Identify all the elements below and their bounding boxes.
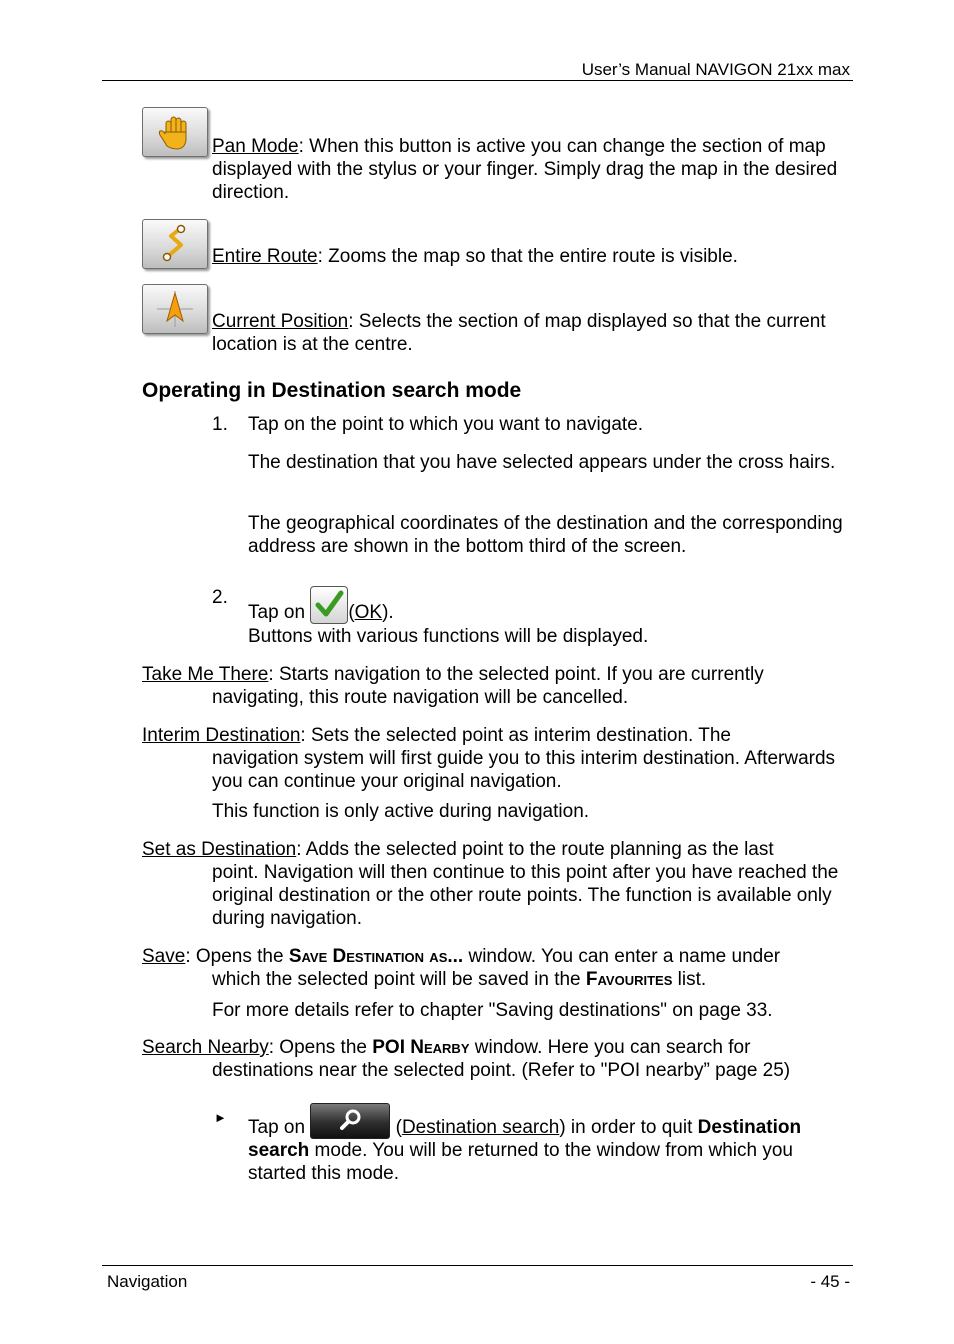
bullet-arrow: ► bbox=[214, 1110, 227, 1125]
current-position-description bbox=[212, 310, 852, 356]
search-nearby-entry bbox=[142, 1036, 852, 1082]
favourites-list-name: Favourites bbox=[585, 969, 673, 990]
pan-mode-description bbox=[212, 135, 852, 204]
pan-mode-term: Pan Mode bbox=[212, 136, 299, 157]
step-1-text: Tap on the point to which you want to navigate. bbox=[248, 414, 644, 435]
current-position-text: : Selects the section of map displayed so that the current location is at the centre. bbox=[212, 311, 826, 355]
save-rest-2: list. bbox=[672, 969, 707, 990]
search-nearby-desc-1: : Opens the bbox=[268, 1037, 373, 1058]
pan-mode-text: : When this button is active you can change the section of map displayed with the stylus or your finger. Simply drag the map in the desired direction. bbox=[212, 136, 838, 203]
take-me-there-rest: navigating, this route navigation will be cancelled. bbox=[212, 687, 629, 708]
search-nearby-desc-2: window. Here you can search for bbox=[469, 1037, 751, 1058]
step-1-number: 1. bbox=[212, 414, 228, 435]
set-as-destination-rest: point. Navigation will then continue to this point after you have reached the original destination or the other route points. The function is available only during navigation. bbox=[212, 862, 839, 929]
footer-section: Navigation bbox=[107, 1272, 188, 1291]
step-1-note-2: The geographical coordinates of the destination and the corresponding address are shown in the bottom third of the screen. bbox=[248, 513, 843, 557]
checkmark-icon bbox=[311, 587, 347, 623]
entire-route-description bbox=[212, 245, 852, 268]
pan-mode-button bbox=[142, 107, 208, 157]
route-icon bbox=[143, 220, 207, 268]
quit-bold-2: search bbox=[248, 1140, 310, 1161]
save-term: Save bbox=[142, 946, 186, 967]
set-as-destination-desc: : Adds the selected point to the route planning as the last bbox=[296, 839, 774, 860]
poi-label: POI bbox=[372, 1037, 405, 1058]
save-desc-2: window. You can enter a name under bbox=[463, 946, 781, 967]
footer-rule bbox=[102, 1265, 853, 1266]
take-me-there-entry bbox=[142, 663, 852, 709]
page-number: - 45 - bbox=[810, 1272, 850, 1291]
running-header: User’s Manual NAVIGON 21xx max bbox=[581, 60, 850, 79]
search-nearby-rest: destinations near the selected point. (Refer to "POI nearby” page 25) bbox=[212, 1060, 791, 1081]
step-2-number: 2. bbox=[212, 587, 228, 608]
quit-mid: ) in order to quit bbox=[559, 1117, 698, 1138]
nearby-window-name: Nearby bbox=[404, 1037, 470, 1058]
set-as-destination-term: Set as Destination bbox=[142, 839, 297, 860]
step-2-text: Tap on (OK). bbox=[248, 586, 852, 624]
interim-destination-rest: navigation system will first guide you to this interim destination. Afterwards you can continue your original navigation. bbox=[212, 748, 836, 792]
take-me-there-desc: : Starts navigation to the selected point. If you are currently bbox=[268, 664, 764, 685]
quit-pre: Tap on bbox=[248, 1117, 311, 1138]
entire-route-term: Entire Route bbox=[212, 246, 318, 267]
save-window-name: Save Destination as... bbox=[288, 946, 464, 967]
current-position-button bbox=[142, 284, 208, 334]
step-1-note-1: The destination that you have selected appears under the cross hairs. bbox=[248, 452, 836, 473]
interim-destination-desc: : Sets the selected point as interim destination. The bbox=[300, 725, 731, 746]
save-desc-1: : Opens the bbox=[185, 946, 289, 967]
ok-button bbox=[310, 586, 348, 624]
section-heading: Operating in Destination search mode bbox=[142, 379, 522, 402]
current-position-term: Current Position bbox=[212, 311, 349, 332]
quit-instruction: Tap on (Destination search) in order to quit Destination search mode. You will be returned to the window from which you started this mode. bbox=[248, 1103, 848, 1185]
entire-route-text: : Zooms the map so that the entire route is visible. bbox=[317, 246, 738, 267]
quit-post: mode. You will be returned to the window from which you started this mode. bbox=[248, 1140, 793, 1184]
ok-link: OK bbox=[354, 602, 383, 623]
step-2-pre: Tap on bbox=[248, 602, 306, 623]
position-arrow-icon bbox=[143, 285, 207, 333]
quit-bold-1: Destination bbox=[697, 1117, 802, 1138]
interim-destination-term: Interim Destination bbox=[142, 725, 301, 746]
search-nearby-term: Search Nearby bbox=[142, 1037, 269, 1058]
header-rule bbox=[102, 80, 853, 81]
save-note: For more details refer to chapter "Saving destinations" on page 33. bbox=[212, 1000, 773, 1021]
save-entry bbox=[142, 945, 852, 991]
take-me-there-term: Take Me There bbox=[142, 664, 269, 685]
save-rest-1: which the selected point will be saved in the bbox=[212, 969, 586, 990]
interim-destination-note: This function is only active during navigation. bbox=[212, 801, 590, 822]
hand-icon bbox=[143, 108, 207, 156]
destination-search-link: Destination search bbox=[401, 1117, 560, 1138]
magnifier-icon bbox=[311, 1104, 389, 1138]
set-as-destination-entry bbox=[142, 838, 852, 930]
save-rest bbox=[142, 968, 852, 991]
step-2-note: Buttons with various functions will be displayed. bbox=[248, 626, 649, 647]
entire-route-button bbox=[142, 219, 208, 269]
destination-search-button bbox=[310, 1103, 390, 1139]
interim-destination-entry bbox=[142, 724, 852, 793]
